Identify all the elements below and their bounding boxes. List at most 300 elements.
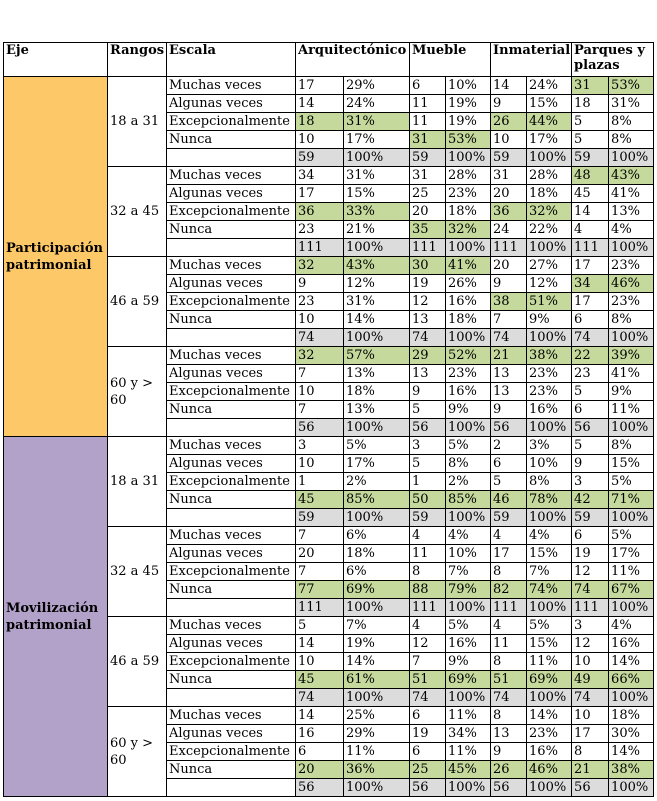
count-cell: 1 — [296, 473, 344, 491]
header-eje: Eje — [4, 43, 108, 77]
total-count-cell: 74 — [296, 329, 344, 347]
total-percent-cell: 100% — [609, 599, 654, 617]
count-cell: 2 — [491, 437, 527, 455]
percent-cell: 41% — [446, 257, 491, 275]
total-count-cell: 111 — [410, 239, 446, 257]
percent-cell: 69% — [527, 671, 572, 689]
total-count-cell: 111 — [296, 599, 344, 617]
total-count-cell: 74 — [491, 329, 527, 347]
count-cell: 7 — [410, 653, 446, 671]
count-cell: 6 — [410, 77, 446, 95]
total-percent-cell: 100% — [446, 509, 491, 527]
count-cell: 3 — [572, 617, 609, 635]
header-row — [4, 43, 654, 77]
percent-cell: 9% — [527, 311, 572, 329]
percent-cell: 2% — [344, 473, 410, 491]
percent-cell: 16% — [527, 743, 572, 761]
escala-label: Algunas veces — [167, 95, 296, 113]
count-cell: 9 — [491, 401, 527, 419]
total-percent-cell: 100% — [446, 689, 491, 707]
count-cell: 30 — [410, 257, 446, 275]
count-cell: 5 — [491, 473, 527, 491]
count-cell: 23 — [296, 293, 344, 311]
count-cell: 32 — [296, 257, 344, 275]
escala-label: Excepcionalmente — [167, 113, 296, 131]
count-cell: 18 — [296, 113, 344, 131]
total-percent-cell: 100% — [527, 329, 572, 347]
percent-cell: 26% — [446, 275, 491, 293]
percent-cell: 17% — [344, 131, 410, 149]
count-cell: 5 — [572, 113, 609, 131]
escala-label: Algunas veces — [167, 365, 296, 383]
percent-cell: 25% — [344, 707, 410, 725]
escala-label: Excepcionalmente — [167, 743, 296, 761]
percent-cell: 19% — [446, 113, 491, 131]
total-count-cell: 111 — [491, 239, 527, 257]
percent-cell: 38% — [609, 761, 654, 779]
percent-cell: 18% — [527, 185, 572, 203]
count-cell: 12 — [410, 293, 446, 311]
percent-cell: 15% — [527, 545, 572, 563]
count-cell: 17 — [296, 185, 344, 203]
count-cell: 9 — [410, 383, 446, 401]
percent-cell: 11% — [446, 743, 491, 761]
percent-cell: 11% — [609, 563, 654, 581]
count-cell: 5 — [572, 383, 609, 401]
total-count-cell: 59 — [296, 149, 344, 167]
count-cell: 34 — [572, 275, 609, 293]
percent-cell: 2% — [446, 473, 491, 491]
percent-cell: 17% — [527, 131, 572, 149]
percent-cell: 8% — [609, 311, 654, 329]
percent-cell: 31% — [609, 95, 654, 113]
percent-cell: 51% — [527, 293, 572, 311]
count-cell: 23 — [572, 365, 609, 383]
count-cell: 20 — [410, 203, 446, 221]
total-count-cell: 111 — [296, 239, 344, 257]
count-cell: 7 — [296, 563, 344, 581]
percent-cell: 9% — [446, 401, 491, 419]
count-cell: 16 — [296, 725, 344, 743]
percent-cell: 8% — [446, 455, 491, 473]
percent-cell: 31% — [344, 167, 410, 185]
percent-cell: 67% — [609, 581, 654, 599]
percent-cell: 27% — [527, 257, 572, 275]
percent-cell: 24% — [344, 95, 410, 113]
count-cell: 14 — [296, 95, 344, 113]
count-cell: 14 — [296, 635, 344, 653]
count-cell: 17 — [572, 725, 609, 743]
count-cell: 6 — [572, 527, 609, 545]
escala-label: Nunca — [167, 671, 296, 689]
count-cell: 51 — [410, 671, 446, 689]
percent-cell: 21% — [344, 221, 410, 239]
count-cell: 13 — [491, 725, 527, 743]
count-cell: 5 — [572, 131, 609, 149]
count-cell: 10 — [296, 455, 344, 473]
count-cell: 23 — [296, 221, 344, 239]
percent-cell: 16% — [446, 383, 491, 401]
total-count-cell: 56 — [410, 779, 446, 797]
percent-cell: 23% — [527, 365, 572, 383]
total-count-cell: 56 — [410, 419, 446, 437]
total-count-cell: 74 — [410, 689, 446, 707]
count-cell: 45 — [296, 671, 344, 689]
header-rangos: Rangos — [108, 43, 167, 77]
count-cell: 19 — [410, 275, 446, 293]
total-percent-cell: 100% — [609, 779, 654, 797]
count-cell: 3 — [296, 437, 344, 455]
escala-label: Nunca — [167, 581, 296, 599]
count-cell: 14 — [572, 203, 609, 221]
percent-cell: 15% — [527, 635, 572, 653]
percent-cell: 11% — [609, 401, 654, 419]
percent-cell: 5% — [446, 617, 491, 635]
total-percent-cell: 100% — [344, 239, 410, 257]
total-percent-cell: 100% — [446, 779, 491, 797]
count-cell: 42 — [572, 491, 609, 509]
percent-cell: 6% — [344, 527, 410, 545]
percent-cell: 85% — [446, 491, 491, 509]
percent-cell: 53% — [609, 77, 654, 95]
count-cell: 35 — [410, 221, 446, 239]
percent-cell: 8% — [609, 437, 654, 455]
count-cell: 26 — [491, 761, 527, 779]
count-cell: 38 — [491, 293, 527, 311]
total-count-cell: 59 — [410, 149, 446, 167]
count-cell: 45 — [296, 491, 344, 509]
percent-cell: 34% — [446, 725, 491, 743]
eje-label: Participación patrimonial — [4, 77, 108, 437]
count-cell: 17 — [296, 77, 344, 95]
percent-cell: 9% — [446, 653, 491, 671]
count-cell: 26 — [491, 113, 527, 131]
count-cell: 7 — [296, 365, 344, 383]
count-cell: 32 — [296, 347, 344, 365]
percent-cell: 14% — [344, 311, 410, 329]
percent-cell: 4% — [527, 527, 572, 545]
percent-cell: 7% — [527, 563, 572, 581]
percent-cell: 41% — [609, 365, 654, 383]
percent-cell: 11% — [527, 653, 572, 671]
count-cell: 12 — [572, 563, 609, 581]
rango-label: 60 y > 60 — [108, 347, 167, 437]
total-count-cell: 59 — [572, 149, 609, 167]
count-cell: 21 — [572, 761, 609, 779]
count-cell: 10 — [572, 707, 609, 725]
count-cell: 45 — [572, 185, 609, 203]
percent-cell: 39% — [609, 347, 654, 365]
percent-cell: 16% — [527, 401, 572, 419]
percent-cell: 5% — [609, 473, 654, 491]
percent-cell: 22% — [527, 221, 572, 239]
total-count-cell: 59 — [491, 149, 527, 167]
percent-cell: 8% — [609, 113, 654, 131]
count-cell: 17 — [572, 257, 609, 275]
count-cell: 11 — [410, 113, 446, 131]
escala-label: Muchas veces — [167, 707, 296, 725]
escala-label: Excepcionalmente — [167, 383, 296, 401]
percent-cell: 28% — [527, 167, 572, 185]
percent-cell: 5% — [609, 527, 654, 545]
escala-label: Nunca — [167, 491, 296, 509]
total-count-cell: 59 — [572, 509, 609, 527]
escala-label: Excepcionalmente — [167, 293, 296, 311]
percent-cell: 79% — [446, 581, 491, 599]
percent-cell: 15% — [527, 95, 572, 113]
percent-cell: 85% — [344, 491, 410, 509]
total-percent-cell: 100% — [344, 779, 410, 797]
escala-label: Muchas veces — [167, 257, 296, 275]
count-cell: 5 — [410, 401, 446, 419]
total-count-cell: 59 — [410, 509, 446, 527]
percent-cell: 78% — [527, 491, 572, 509]
count-cell: 9 — [572, 455, 609, 473]
percent-cell: 16% — [609, 635, 654, 653]
count-cell: 8 — [491, 707, 527, 725]
count-cell: 31 — [410, 167, 446, 185]
escala-label: Algunas veces — [167, 725, 296, 743]
percent-cell: 13% — [344, 365, 410, 383]
escala-label: Algunas veces — [167, 545, 296, 563]
results-table — [3, 42, 654, 797]
percent-cell: 5% — [446, 437, 491, 455]
count-cell: 31 — [491, 167, 527, 185]
total-count-cell: 111 — [491, 599, 527, 617]
count-cell: 10 — [296, 311, 344, 329]
percent-cell: 41% — [609, 185, 654, 203]
count-cell: 17 — [491, 545, 527, 563]
total-count-cell: 74 — [296, 689, 344, 707]
count-cell: 3 — [572, 473, 609, 491]
count-cell: 6 — [410, 743, 446, 761]
count-cell: 13 — [410, 365, 446, 383]
percent-cell: 19% — [344, 635, 410, 653]
header-parques-y-plazas: Parques y plazas — [572, 43, 654, 77]
percent-cell: 44% — [527, 113, 572, 131]
count-cell: 8 — [491, 653, 527, 671]
percent-cell: 71% — [609, 491, 654, 509]
count-cell: 88 — [410, 581, 446, 599]
percent-cell: 36% — [344, 761, 410, 779]
header-escala: Escala — [167, 43, 296, 77]
escala-label: Excepcionalmente — [167, 473, 296, 491]
total-percent-cell: 100% — [344, 599, 410, 617]
count-cell: 51 — [491, 671, 527, 689]
percent-cell: 5% — [344, 437, 410, 455]
total-percent-cell: 100% — [609, 509, 654, 527]
header-mueble: Mueble — [410, 43, 491, 77]
count-cell: 13 — [491, 383, 527, 401]
count-cell: 17 — [572, 293, 609, 311]
total-percent-cell: 100% — [344, 419, 410, 437]
percent-cell: 10% — [446, 545, 491, 563]
percent-cell: 8% — [609, 131, 654, 149]
percent-cell: 23% — [609, 293, 654, 311]
percent-cell: 23% — [527, 725, 572, 743]
count-cell: 6 — [491, 455, 527, 473]
percent-cell: 17% — [609, 545, 654, 563]
count-cell: 50 — [410, 491, 446, 509]
percent-cell: 43% — [344, 257, 410, 275]
escala-label: Muchas veces — [167, 77, 296, 95]
total-percent-cell: 100% — [344, 689, 410, 707]
count-cell: 25 — [410, 761, 446, 779]
rango-label: 32 a 45 — [108, 167, 167, 257]
percent-cell: 30% — [609, 725, 654, 743]
count-cell: 10 — [296, 653, 344, 671]
count-cell: 19 — [410, 725, 446, 743]
percent-cell: 23% — [446, 365, 491, 383]
percent-cell: 10% — [446, 77, 491, 95]
count-cell: 34 — [296, 167, 344, 185]
escala-label: Nunca — [167, 761, 296, 779]
total-percent-cell: 100% — [609, 689, 654, 707]
total-count-cell: 56 — [491, 779, 527, 797]
percent-cell: 18% — [446, 311, 491, 329]
rango-label: 46 a 59 — [108, 617, 167, 707]
percent-cell: 18% — [446, 203, 491, 221]
percent-cell: 4% — [609, 617, 654, 635]
count-cell: 14 — [491, 77, 527, 95]
count-cell: 4 — [491, 617, 527, 635]
count-cell: 7 — [491, 311, 527, 329]
total-row-spacer — [167, 149, 296, 167]
count-cell: 10 — [572, 653, 609, 671]
percent-cell: 29% — [344, 77, 410, 95]
percent-cell: 61% — [344, 671, 410, 689]
percent-cell: 69% — [446, 671, 491, 689]
total-count-cell: 74 — [572, 329, 609, 347]
escala-label: Muchas veces — [167, 527, 296, 545]
table-row — [4, 77, 654, 95]
percent-cell: 32% — [446, 221, 491, 239]
percent-cell: 18% — [344, 545, 410, 563]
total-row-spacer — [167, 599, 296, 617]
percent-cell: 15% — [609, 455, 654, 473]
count-cell: 29 — [410, 347, 446, 365]
count-cell: 1 — [410, 473, 446, 491]
percent-cell: 52% — [446, 347, 491, 365]
count-cell: 4 — [410, 617, 446, 635]
total-percent-cell: 100% — [446, 599, 491, 617]
percent-cell: 33% — [344, 203, 410, 221]
header-arquitectonico: Arquitectónico — [296, 43, 410, 77]
count-cell: 4 — [572, 221, 609, 239]
total-percent-cell: 100% — [527, 599, 572, 617]
percent-cell: 4% — [446, 527, 491, 545]
count-cell: 9 — [491, 743, 527, 761]
percent-cell: 53% — [446, 131, 491, 149]
count-cell: 6 — [410, 707, 446, 725]
count-cell: 10 — [491, 131, 527, 149]
count-cell: 13 — [491, 365, 527, 383]
percent-cell: 7% — [344, 617, 410, 635]
count-cell: 12 — [572, 635, 609, 653]
rango-label: 46 a 59 — [108, 257, 167, 347]
escala-label: Muchas veces — [167, 617, 296, 635]
percent-cell: 19% — [446, 95, 491, 113]
total-percent-cell: 100% — [527, 779, 572, 797]
count-cell: 20 — [296, 761, 344, 779]
total-percent-cell: 100% — [527, 509, 572, 527]
count-cell: 13 — [410, 311, 446, 329]
total-count-cell: 111 — [572, 239, 609, 257]
percent-cell: 29% — [344, 725, 410, 743]
escala-label: Algunas veces — [167, 275, 296, 293]
total-percent-cell: 100% — [609, 329, 654, 347]
rango-label: 60 y > 60 — [108, 707, 167, 797]
total-percent-cell: 100% — [527, 689, 572, 707]
count-cell: 14 — [296, 707, 344, 725]
total-percent-cell: 100% — [446, 329, 491, 347]
total-percent-cell: 100% — [344, 329, 410, 347]
count-cell: 5 — [296, 617, 344, 635]
count-cell: 36 — [296, 203, 344, 221]
total-percent-cell: 100% — [609, 419, 654, 437]
count-cell: 3 — [410, 437, 446, 455]
count-cell: 11 — [491, 635, 527, 653]
count-cell: 31 — [572, 77, 609, 95]
count-cell: 5 — [410, 455, 446, 473]
total-count-cell: 56 — [296, 419, 344, 437]
count-cell: 31 — [410, 131, 446, 149]
count-cell: 4 — [491, 527, 527, 545]
percent-cell: 28% — [446, 167, 491, 185]
total-count-cell: 74 — [410, 329, 446, 347]
count-cell: 10 — [296, 131, 344, 149]
total-percent-cell: 100% — [446, 239, 491, 257]
percent-cell: 31% — [344, 293, 410, 311]
count-cell: 49 — [572, 671, 609, 689]
total-count-cell: 111 — [410, 599, 446, 617]
percent-cell: 38% — [527, 347, 572, 365]
count-cell: 6 — [296, 743, 344, 761]
count-cell: 48 — [572, 167, 609, 185]
percent-cell: 11% — [344, 743, 410, 761]
count-cell: 8 — [572, 743, 609, 761]
total-row-spacer — [167, 779, 296, 797]
percent-cell: 74% — [527, 581, 572, 599]
count-cell: 9 — [491, 275, 527, 293]
total-row-spacer — [167, 329, 296, 347]
percent-cell: 14% — [527, 707, 572, 725]
total-percent-cell: 100% — [527, 419, 572, 437]
escala-label: Muchas veces — [167, 167, 296, 185]
count-cell: 21 — [491, 347, 527, 365]
total-percent-cell: 100% — [344, 149, 410, 167]
header-inmaterial: Inmaterial — [491, 43, 572, 77]
count-cell: 8 — [491, 563, 527, 581]
percent-cell: 11% — [446, 707, 491, 725]
percent-cell: 18% — [609, 707, 654, 725]
percent-cell: 8% — [527, 473, 572, 491]
total-row-spacer — [167, 239, 296, 257]
rango-label: 32 a 45 — [108, 527, 167, 617]
percent-cell: 14% — [609, 653, 654, 671]
escala-label: Algunas veces — [167, 185, 296, 203]
percent-cell: 24% — [527, 77, 572, 95]
escala-label: Nunca — [167, 221, 296, 239]
count-cell: 5 — [572, 437, 609, 455]
total-count-cell: 111 — [572, 599, 609, 617]
percent-cell: 13% — [344, 401, 410, 419]
percent-cell: 18% — [344, 383, 410, 401]
count-cell: 36 — [491, 203, 527, 221]
count-cell: 24 — [491, 221, 527, 239]
total-percent-cell: 100% — [527, 149, 572, 167]
percent-cell: 69% — [344, 581, 410, 599]
